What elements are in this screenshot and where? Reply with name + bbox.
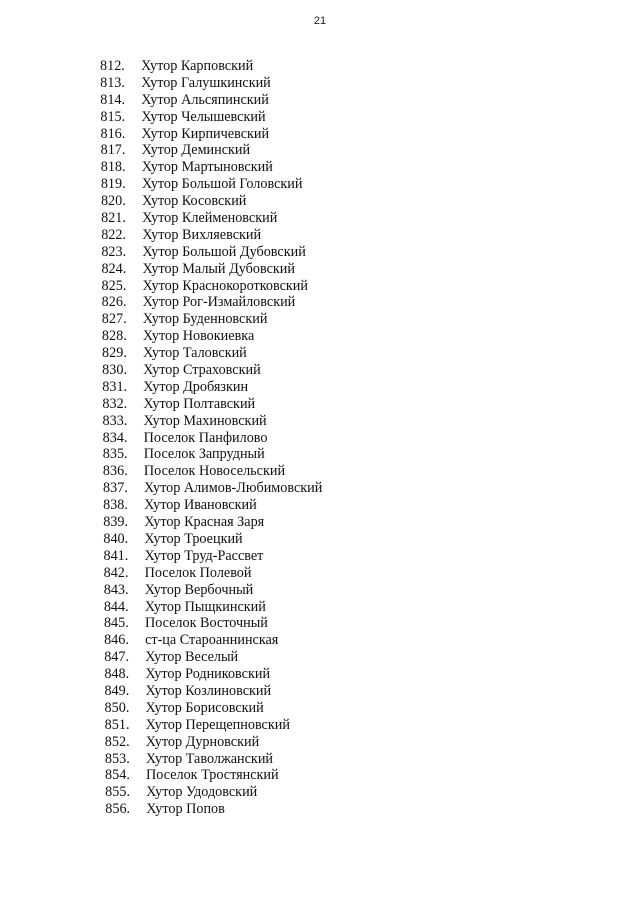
list-item	[100, 126, 319, 143]
item-name: Хутор Перещепновский	[145, 716, 290, 733]
list-item	[104, 599, 323, 616]
item-number: 855.	[105, 784, 130, 801]
item-name: Хутор Новокиевка	[142, 328, 255, 345]
list-item	[100, 92, 319, 109]
item-name: Хутор Труд-Рассвет	[144, 547, 264, 564]
item-name: Хутор Козлиновский	[145, 682, 272, 699]
list-item	[101, 159, 320, 176]
list-item	[100, 75, 319, 92]
item-number: 834.	[102, 429, 128, 446]
item-name: Хутор Мартыновский	[141, 159, 273, 176]
list-item	[103, 446, 322, 463]
item-name: Хутор Родниковский	[145, 666, 271, 683]
item-number: 833.	[102, 412, 128, 429]
item-name: Поселок Полевой	[144, 564, 252, 581]
item-number: 843.	[103, 581, 129, 598]
item-number: 838.	[103, 497, 128, 514]
list-item	[103, 531, 322, 548]
list-item	[101, 142, 320, 159]
item-number: 825.	[101, 277, 127, 294]
list-item	[104, 632, 323, 649]
item-name: Поселок Новосельский	[143, 463, 286, 480]
list-item	[104, 615, 323, 632]
list-item	[103, 480, 322, 497]
item-name: Хутор Рог-Измайловский	[142, 294, 296, 311]
item-name: Хутор Большой Дубовский	[142, 243, 306, 260]
item-name: Хутор Удодовский	[146, 784, 258, 801]
item-number: 853.	[104, 750, 130, 767]
list-item	[100, 58, 319, 75]
item-name: Хутор Борисовский	[145, 699, 264, 716]
item-number: 823.	[101, 243, 127, 260]
item-name: Хутор Карповский	[141, 58, 254, 74]
item-number: 824.	[101, 260, 127, 277]
item-number: 820.	[100, 193, 126, 210]
list-item	[105, 784, 324, 801]
list-item	[102, 345, 321, 362]
item-number: 846.	[104, 632, 129, 649]
item-number: 850.	[104, 699, 130, 716]
list-item	[105, 734, 324, 751]
item-number: 835.	[102, 446, 128, 463]
list-item	[103, 413, 322, 430]
item-name: Хутор Пыщкинский	[144, 598, 266, 615]
item-name: Хутор Большой Головский	[141, 176, 303, 193]
page-number: 21	[313, 15, 327, 27]
item-number: 852.	[104, 733, 130, 750]
item-name: Хутор Вербочный	[144, 581, 254, 598]
list-item	[104, 666, 323, 683]
item-number: 837.	[103, 480, 128, 497]
list-item	[102, 328, 321, 345]
list-item	[104, 649, 323, 666]
item-name: Хутор Деминский	[141, 142, 251, 159]
item-number: 817.	[100, 142, 126, 159]
list-item	[103, 430, 322, 447]
list-item	[101, 176, 320, 193]
item-number: 830.	[102, 362, 127, 379]
list-item	[102, 294, 321, 311]
item-number: 829.	[102, 345, 127, 362]
item-number: 839.	[103, 514, 129, 531]
item-name: Хутор Краснокоротковский	[142, 277, 308, 294]
item-number: 826.	[101, 294, 127, 311]
list-item	[105, 700, 324, 717]
item-name: Хутор Косовский	[141, 193, 247, 210]
list-item	[103, 514, 322, 531]
list-item	[105, 751, 324, 768]
item-name: Поселок Панфилово	[143, 429, 268, 446]
item-name: Хутор Полтавский	[143, 395, 256, 412]
item-name: Хутор Веселый	[145, 649, 239, 666]
item-name: Хутор Троецкий	[144, 530, 243, 547]
item-name: Хутор Кирпичевский	[141, 125, 270, 142]
item-number: 827.	[101, 311, 127, 328]
item-name: Поселок Восточный	[144, 615, 268, 632]
item-name: Хутор Ивановский	[144, 497, 257, 514]
list-item	[104, 582, 323, 599]
list-item	[101, 227, 320, 244]
item-number: 836.	[102, 463, 128, 480]
item-name: Хутор Таловский	[143, 345, 247, 362]
item-number: 831.	[102, 378, 128, 395]
item-number: 854.	[105, 767, 130, 784]
list-item	[102, 362, 321, 379]
settlement-list	[100, 58, 323, 818]
item-number: 840.	[103, 530, 129, 547]
item-name: Хутор Дурновский	[145, 733, 260, 750]
list-item	[102, 379, 321, 396]
list-item	[103, 463, 322, 480]
item-number: 844.	[103, 598, 129, 615]
item-name: Хутор Вихляевский	[142, 226, 262, 243]
item-name: Хутор Челышевский	[141, 108, 266, 125]
list-item	[101, 261, 320, 278]
item-name: Хутор Таволжанский	[145, 750, 274, 767]
item-number: 856.	[105, 801, 131, 818]
list-item	[105, 717, 324, 734]
list-item	[101, 210, 320, 227]
list-item	[101, 193, 320, 210]
item-name: Поселок Запрудный	[143, 446, 265, 463]
item-name: Хутор Попов	[146, 801, 225, 818]
item-name: Хутор Буденновский	[142, 311, 268, 328]
item-name: Поселок Тростянский	[146, 767, 279, 784]
item-number: 848.	[104, 666, 130, 683]
item-number: 821.	[101, 210, 126, 227]
item-number: 818.	[100, 159, 126, 176]
item-name: Хутор Красная Заря	[144, 514, 265, 531]
list-item	[103, 497, 322, 514]
item-number: 841.	[103, 547, 129, 564]
item-number: 819.	[100, 176, 126, 193]
item-number: 849.	[104, 682, 130, 699]
item-number: 842.	[103, 564, 129, 581]
item-number: 812.	[100, 58, 125, 74]
item-number: 815.	[100, 108, 126, 125]
list-item	[104, 683, 323, 700]
item-number: 814.	[100, 91, 126, 108]
list-item	[104, 565, 323, 582]
item-number: 816.	[100, 125, 126, 142]
list-item	[102, 396, 321, 413]
list-item	[100, 109, 319, 126]
item-number: 813.	[100, 74, 125, 91]
item-number: 851.	[104, 716, 130, 733]
list-item	[105, 801, 324, 818]
list-item	[103, 548, 322, 565]
item-name: ст-ца Староаннинская	[145, 632, 279, 649]
item-name: Хутор Альсяпинский	[141, 91, 269, 108]
item-number: 845.	[103, 615, 129, 632]
item-number: 832.	[102, 395, 128, 412]
item-name: Хутор Дробязкин	[143, 378, 249, 395]
list-item	[101, 244, 320, 261]
item-number: 828.	[101, 328, 127, 345]
item-name: Хутор Малый Дубовский	[142, 260, 295, 277]
item-name: Хутор Махиновский	[143, 412, 267, 429]
item-number: 822.	[101, 226, 127, 243]
item-number: 847.	[104, 649, 130, 666]
item-name: Хутор Алимов-Любимовский	[144, 480, 323, 497]
item-name: Хутор Галушкинский	[141, 74, 271, 91]
list-item	[102, 278, 321, 295]
item-name: Хутор Страховский	[143, 362, 261, 379]
list-item	[102, 311, 321, 328]
list-item	[105, 767, 324, 784]
item-name: Хутор Клейменовский	[142, 210, 278, 227]
